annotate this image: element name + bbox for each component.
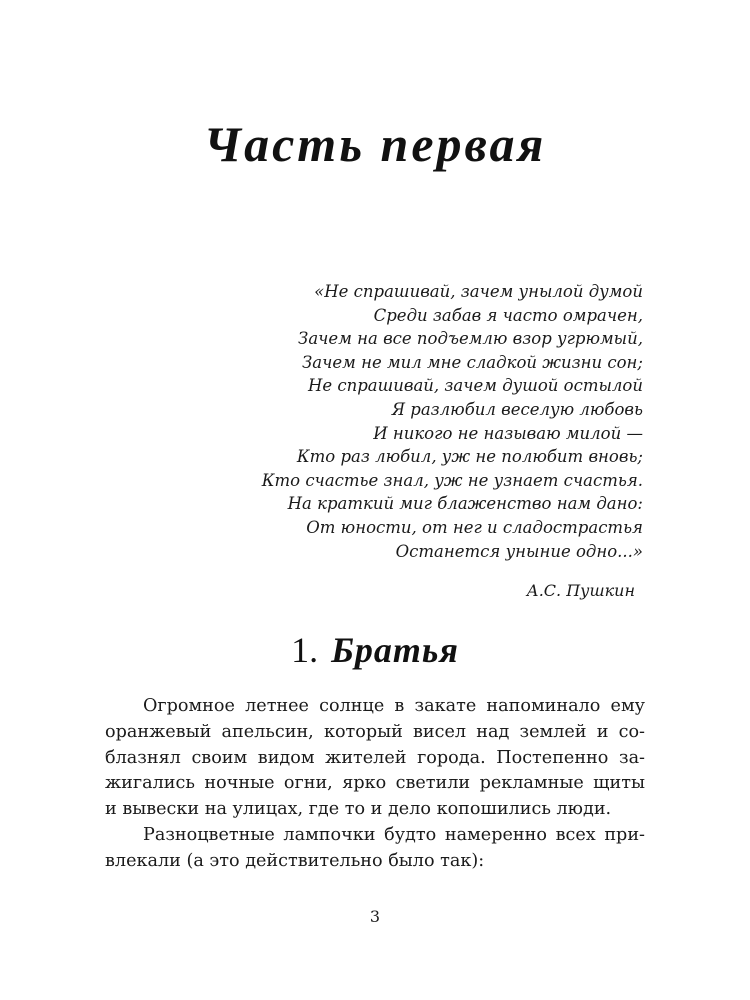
body-line: Разноцветные лампочки будто намеренно всех при- [143,824,645,845]
page-number: 3 [369,907,381,926]
body-text [105,694,645,875]
epigraph [173,280,643,563]
epigraph-line: Не спрашивай, зачем душой остылой [307,376,643,396]
epigraph-line: От юности, от нег и сладострастья [306,517,643,537]
chapter-heading [0,622,750,678]
body-line: оранжевый апельсин, который висел над землей и со- [105,721,645,742]
epigraph-author: А.С. Пушкин [526,581,635,600]
part-title: Часть первая [203,116,547,172]
epigraph-line: Кто счастье знал, уж не узнает счастья. [261,470,643,490]
body-line: Огромное летнее солнце в закате напоминало ему [143,696,645,716]
epigraph-line: Зачем на все подъемлю взор угрюмый, [298,329,643,349]
chapter-title: Братья [331,630,459,670]
epigraph-line: Среди забав я часто омрачен, [373,305,643,325]
epigraph-line: Кто раз любил, уж не полюбит вновь; [296,447,643,467]
chapter-number: 1. [291,630,319,670]
body-line: жигались ночные огни, ярко светили рекламные щиты [105,773,645,794]
epigraph-line: «Не спрашивай, зачем унылой думой [314,282,643,301]
epigraph-line: Я разлюбил веселую любовь [391,399,643,419]
body-line: и вывески на улицах, где то и дело копошились люди. [105,799,612,820]
epigraph-line: Зачем не мил мне сладкой жизни сон; [302,352,643,372]
epigraph-line: Останется уныние одно...» [395,541,643,561]
body-line: влекали (а это действительно было так): [105,850,485,871]
epigraph-line: И никого не называю милой — [373,423,643,443]
epigraph-line: На краткий миг блаженство нам дано: [287,494,643,514]
body-line: блазнял своим видом жителей города. Постепенно за- [105,747,645,768]
